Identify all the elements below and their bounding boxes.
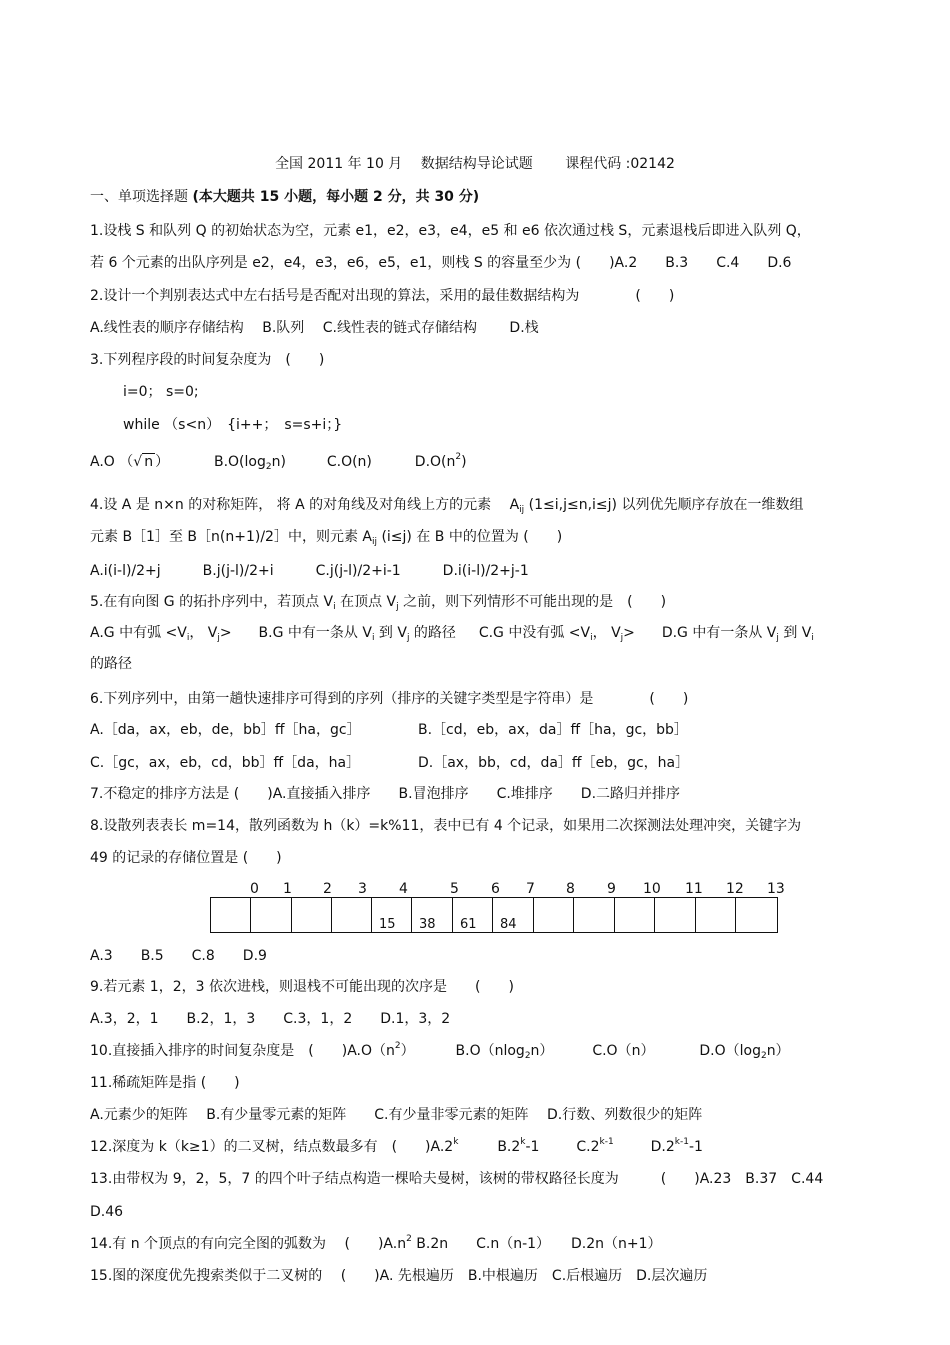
section-bold: (本大题共 15 小题，每小题 2 分，共 30 分) bbox=[192, 189, 480, 205]
q5-options bbox=[90, 623, 910, 643]
q3-code-line2: while （s<n） {i++； s=s+i；} bbox=[123, 417, 343, 433]
hash-cell-value: 15 bbox=[379, 917, 396, 932]
q11-stem: 11.稀疏矩阵是指 ( ) bbox=[90, 1075, 240, 1091]
hash-cell bbox=[615, 898, 655, 932]
q9-options: A.3，2，1 B.2，1，3 C.3，1，2 D.1，3，2 bbox=[90, 1011, 451, 1027]
q5-option-a: A.G 中有弧 $<V_i$， $V_j>$ bbox=[90, 625, 232, 643]
q6-option-d: D.［ax，bb，cd，da］ff［eb，gc，ha］ bbox=[418, 755, 690, 771]
q12 bbox=[90, 1137, 910, 1157]
q12-option-a: 12.深度为 k（k≥1）的二叉树，结点数最多有 ( )A.2$^k$ bbox=[90, 1137, 459, 1155]
q5-option-c: C.G 中没有弧 $<V_i$， $V_j>$ bbox=[478, 625, 635, 643]
q10 bbox=[90, 1041, 910, 1061]
q13-line2: D.46 bbox=[90, 1204, 124, 1220]
hash-index: 3 bbox=[358, 881, 367, 897]
hash-index: 6 bbox=[491, 881, 500, 897]
q3-stem: 3.下列程序段的时间复杂度为 ( ) bbox=[90, 352, 325, 368]
q3-option-b: $B.O(\log_2n)$ bbox=[213, 454, 286, 472]
hash-cell bbox=[412, 898, 453, 932]
hash-cell bbox=[655, 898, 696, 932]
q10-option-a: 10.直接插入排序的时间复杂度是 ( )$A.O(n^2)$ bbox=[90, 1041, 415, 1059]
hash-cell bbox=[251, 898, 292, 932]
q6-option-b: B.［cd，eb，ax，da］ff［ha，gc，bb］ bbox=[418, 722, 688, 738]
hash-cell bbox=[574, 898, 615, 932]
q12-option-c: C.2$^{k-1}$ bbox=[576, 1137, 614, 1155]
q2-stem: 2.设计一个判别表达式中左右括号是否配对出现的算法，采用的最佳数据结构为 ( ) bbox=[90, 288, 675, 304]
hash-index: 12 bbox=[726, 881, 744, 897]
q4-line2: 元素 B［1］至 B［n(n+1)/2］中，则元素 $A_{ij}$ (i≤j) 在 B 中的位置为 ( ) bbox=[90, 529, 563, 547]
q13-line1: 13.由带权为 9，2，5，7 的四个叶子结点构造一棵哈夫曼树，该树的带权路径长度为 ( )A.23 B.37 C.44 bbox=[90, 1171, 824, 1187]
q5-option-b: B.G 中有一条从 $V_i$ 到 $V_j$ 的路径 bbox=[258, 625, 456, 643]
hash-cell-value: 38 bbox=[419, 917, 436, 932]
section-prefix: 一、单项选择题 bbox=[90, 189, 193, 205]
hash-cell-value: 84 bbox=[500, 917, 517, 932]
q11-options: A.元素少的矩阵 B.有少量零元素的矩阵 C.有少量非零元素的矩阵 D.行数、列数很少的矩阵 bbox=[90, 1107, 703, 1123]
q5-tail: 的路径 bbox=[90, 656, 132, 672]
q12-option-d: D.2$^{k-1}$-1 bbox=[650, 1137, 703, 1155]
hash-cell bbox=[736, 898, 777, 932]
section-heading bbox=[90, 187, 910, 207]
q1-line1: 1.设栈 S 和队列 Q 的初始状态为空，元素 e1，e2，e3，e4，e5 和 e6 依次通过栈 S，元素退栈后即进入队列 Q， bbox=[90, 223, 811, 239]
hash-index: 5 bbox=[450, 881, 459, 897]
sqrt-symbol: √ n bbox=[133, 454, 154, 470]
q3-option-a: A.O （√ n ） bbox=[90, 454, 170, 470]
hash-table bbox=[210, 897, 778, 933]
q10-option-b: B.O（nlog$_2$n） bbox=[455, 1043, 554, 1061]
q6-option-a: A.［da，ax，eb，de，bb］ff［ha，gc］ bbox=[90, 722, 361, 738]
hash-cell bbox=[372, 898, 412, 932]
q3-code-line1: i=0； s=0; bbox=[123, 384, 199, 400]
q5-stem: 5.在有向图 G 的拓扑序列中，若顶点 $V_i$ 在顶点 $V_j$ 之前，则下列情形不可能出现的是 ( ) bbox=[90, 594, 667, 612]
exam-title: 全国 2011 年 10 月 数据结构导论试题 课程代码 :02142 bbox=[275, 156, 675, 172]
hash-cell bbox=[292, 898, 332, 932]
hash-index: 2 bbox=[323, 881, 332, 897]
hash-index: 13 bbox=[767, 881, 785, 897]
hash-cell bbox=[332, 898, 372, 932]
hash-cell bbox=[211, 898, 251, 932]
q10-option-d: $D.O(\log_2n)$ bbox=[699, 1043, 790, 1061]
hash-cell bbox=[493, 898, 534, 932]
q14: 14.有 n 个顶点的有向完全图的弧数为 ( )$A.n^2$ B.2n C.n（n-1） D.2n（n+1） bbox=[90, 1234, 662, 1252]
q3-option-d: $D.O(n^2)$ bbox=[414, 452, 467, 470]
q2-options: A.线性表的顺序存储结构 B.队列 C.线性表的链式存储结构 D.栈 bbox=[90, 320, 539, 336]
q12-option-b: B.2$^k$-1 bbox=[497, 1137, 540, 1155]
hash-index: 0 bbox=[250, 881, 259, 897]
hash-index: 11 bbox=[685, 881, 703, 897]
q3-option-c: C.O(n) bbox=[326, 454, 372, 470]
q5-option-d: D.G 中有一条从 $V_j$ 到 $V_i$ bbox=[661, 625, 814, 643]
hash-index: 7 bbox=[526, 881, 535, 897]
q10-option-c: C.O（n） bbox=[592, 1043, 655, 1059]
hash-index: 9 bbox=[607, 881, 616, 897]
q3-options bbox=[90, 452, 910, 472]
q6-options-cd bbox=[90, 753, 910, 773]
hash-cell-value: 61 bbox=[460, 917, 477, 932]
q1-line2: 若 6 个元素的出队序列是 e2，e4，e3，e6，e5，e1，则栈 S 的容量至少为 ( )A.2 B.3 C.4 D.6 bbox=[90, 255, 792, 271]
hash-cell bbox=[696, 898, 736, 932]
hash-cell bbox=[534, 898, 574, 932]
q4-line1: 4.设 A 是 n×n 的对称矩阵， 将 A 的对角线及对角线上方的元素 $A_{ij}$ (1≤i,j≤n,i≤j) 以列优先顺序存放在一维数组 bbox=[90, 497, 804, 515]
hash-index: 4 bbox=[399, 881, 408, 897]
hash-index: 10 bbox=[643, 881, 661, 897]
hash-cell bbox=[453, 898, 493, 932]
q8-line1: 8.设散列表表长 m=14，散列函数为 h（k）=k%11，表中已有 4 个记录，如果用二次探测法处理冲突，关键字为 bbox=[90, 818, 802, 834]
q6-options-ab bbox=[90, 720, 910, 740]
hash-index: 1 bbox=[283, 881, 292, 897]
q7: 7.不稳定的排序方法是 ( )A.直接插入排序 B.冒泡排序 C.堆排序 D.二路归并排序 bbox=[90, 786, 681, 802]
q4-options: A.i(i-l)/2+j B.j(j-l)/2+i C.j(j-l)/2+i-1 D.i(i-l)/2+j-1 bbox=[90, 563, 529, 579]
q6-option-c: C.［gc，ax，eb，cd，bb］ff［da，ha］ bbox=[90, 755, 361, 771]
q9-stem: 9.若元素 1，2，3 依次进栈，则退栈不可能出现的次序是 ( ) bbox=[90, 979, 514, 995]
q8-options: A.3 B.5 C.8 D.9 bbox=[90, 948, 267, 964]
q15: 15.图的深度优先搜索类似于二叉树的 ( )A. 先根遍历 B.中根遍历 C.后根遍历 D.层次遍历 bbox=[90, 1268, 708, 1284]
q6-stem: 6.下列序列中，由第一趟快速排序可得到的序列（排序的关键字类型是字符串）是 ( ) bbox=[90, 691, 689, 707]
q8-line2: 49 的记录的存储位置是 ( ) bbox=[90, 850, 282, 866]
hash-index: 8 bbox=[566, 881, 575, 897]
